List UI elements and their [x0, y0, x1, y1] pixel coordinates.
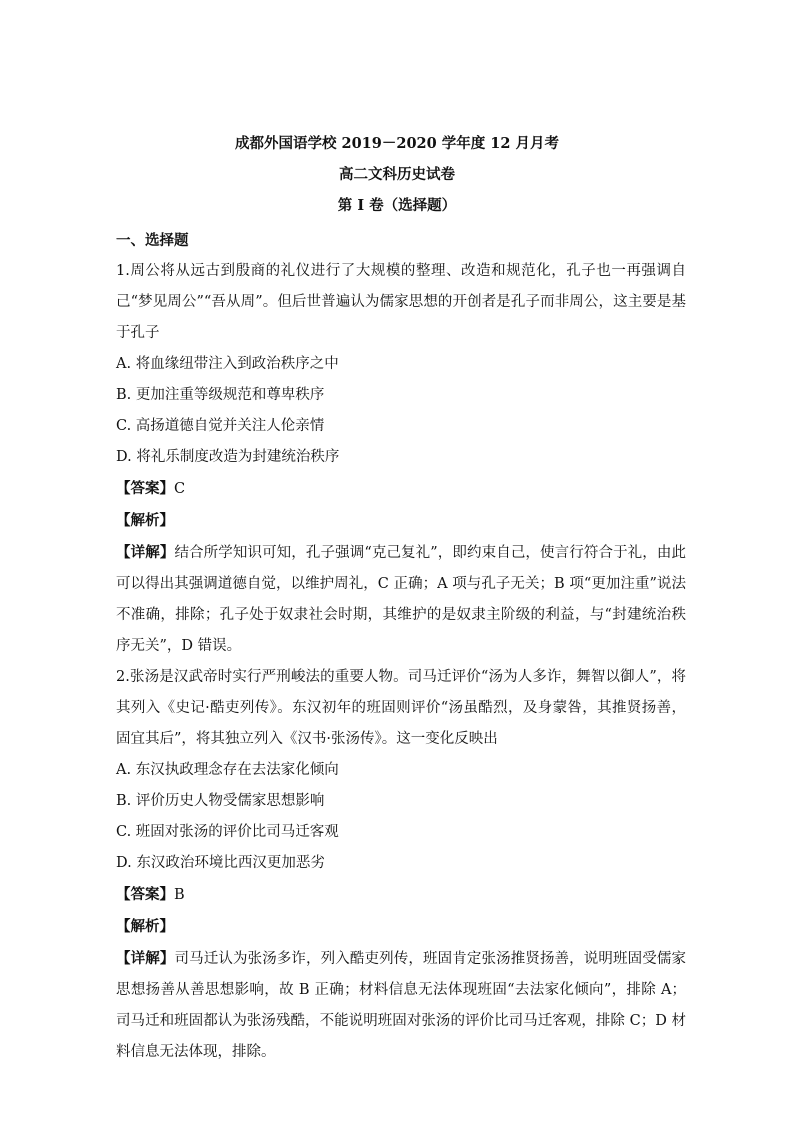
answer-value: C	[174, 481, 186, 497]
answer-value: B	[174, 887, 185, 903]
option-b: B. 更加注重等级规范和尊卑秩序	[116, 387, 325, 403]
detail-tag: 【详解】	[116, 950, 175, 967]
option-a: A. 将血缘纽带注入到政治秩序之中	[116, 356, 339, 372]
detail-tag: 【详解】	[116, 544, 175, 561]
answer-line	[116, 473, 686, 505]
question-stem: 2.张汤是汉武帝时实行严刑峻法的重要人物。司马迁评价“汤为人多诈，舞智以御人”，将其列入《史记·酷吏列传》。东汉初年的班固则评价“汤虽酷烈，及身蒙咎，其推贤扬善，固宜其后”，将其独立列入《汉书·张汤传》。这一变化反映出	[116, 669, 686, 747]
answer-tag: 【答案】	[116, 886, 174, 903]
answer-tag: 【答案】	[116, 480, 174, 497]
option-b: B. 评价历史人物受儒家思想影响	[116, 793, 325, 809]
analysis-line	[116, 505, 686, 537]
option-d: D. 东汉政治环境比西汉更加恶劣	[116, 855, 325, 871]
exam-header	[0, 132, 794, 225]
volume-title: 第 I 卷（选择题）	[337, 197, 457, 214]
analysis-line	[116, 911, 686, 943]
analysis-tag: 【解析】	[116, 918, 174, 935]
option-d: D. 将礼乐制度改造为封建统治秩序	[116, 449, 340, 465]
question-2	[116, 662, 686, 1068]
detail-text: 司马迁认为张汤多诈，列入酷吏列传，班固肯定张汤推贤扬善，说明班固受儒家思想扬善从善思想影响，故 B 正确；材料信息无法体现班固“去法家化倾向”，排除 A；司马迁和班固都认为张汤残酷，不能说明班固对张汤的评价比司马迁客观，排除 C；D 材料信息无法体现，排除。	[116, 951, 687, 1060]
school-title: 成都外国语学校 2019－2020 学年度 12 月月考	[234, 135, 560, 152]
option-c: C. 班固对张汤的评价比司马迁客观	[116, 824, 339, 840]
question-1	[116, 256, 686, 662]
detail-paragraph	[116, 943, 686, 1068]
exam-content	[116, 225, 686, 1068]
option-a: A. 东汉执政理念存在去法家化倾向	[116, 762, 339, 778]
section-heading: 一、选择题	[116, 232, 189, 249]
detail-paragraph	[116, 537, 686, 662]
subject-title: 高二文科历史试卷	[339, 166, 455, 183]
answer-line	[116, 879, 686, 911]
analysis-tag: 【解析】	[116, 512, 174, 529]
option-c: C. 高扬道德自觉并关注人伦亲情	[116, 418, 325, 434]
detail-text: 结合所学知识可知，孔子强调“克己复礼”，即约束自己，使言行符合于礼，由此可以得出其强调道德自觉，以维护周礼，C 正确；A 项与孔子无关；B 项“更加注重”说法不准确，排除；孔子处于奴隶社会时期，其维护的是奴隶主阶级的利益，与“封建统治秩序无关”，D 错误。	[116, 545, 687, 654]
question-stem: 1.周公将从远古到殷商的礼仪进行了大规模的整理、改造和规范化，孔子也一再强调自己“梦见周公”“吾从周”。但后世普遍认为儒家思想的开创者是孔子而非周公，这主要是基于孔子	[116, 263, 686, 341]
